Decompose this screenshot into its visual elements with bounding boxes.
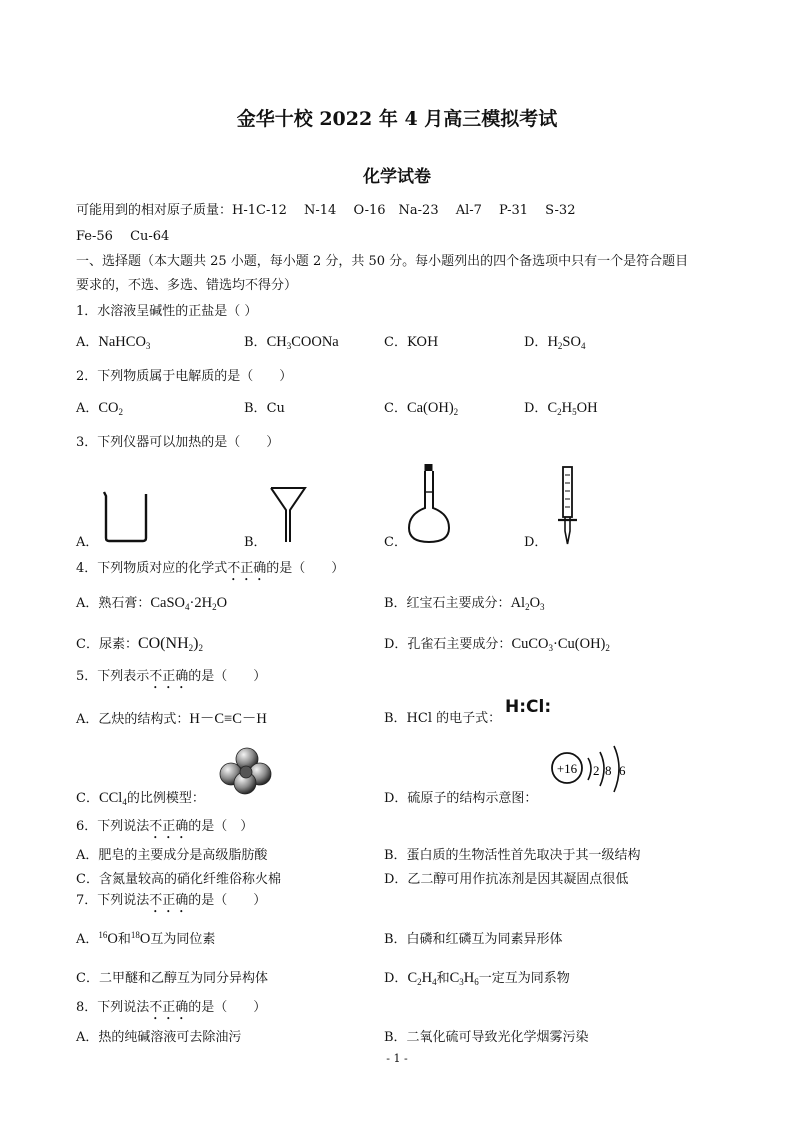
q7-option-c: C．二甲醚和乙醇互为同分异构体 [76, 971, 268, 986]
nucleus-label: +16 [556, 761, 578, 776]
q3-option-d-label: D． [524, 535, 548, 550]
q3-stem: 3．下列仪器可以加热的是（ ） [76, 435, 280, 450]
exam-subtitle: 化学试卷 [363, 167, 431, 187]
q2-stem: 2．下列物质属于电解质的是（ ） [76, 369, 293, 384]
page-number: - 1 - [386, 1052, 408, 1065]
q8-stem: 8．下列说法不正确的是（ ） [76, 1000, 267, 1015]
q6-option-c: C．含氮量较高的硝化纤维俗称火棉 [76, 872, 281, 887]
shell-3-count: 6 [619, 763, 626, 778]
q6-option-d: D．乙二醇可用作抗冻剂是因其凝固点很低 [384, 872, 629, 887]
q7-option-a: A．$^{16}$O和$^{18}$O互为同位素 [76, 930, 216, 947]
q8-option-b: B．二氧化硫可导致光化学烟雾污染 [384, 1030, 589, 1045]
q4-stem: 4．下列物质对应的化学式不正确的是（ ） [76, 561, 345, 576]
ccl4-space-filling-model-icon [218, 746, 274, 796]
q2-option-c: C．$Ca(OH)_2$ [384, 400, 459, 417]
section-header-line-1: 一、选择题（本大题共 25 小题，每小题 2 分，共 50 分。每小题列出的四个备选项中只有一个是符合题目 [76, 254, 689, 269]
q4-option-c: C．尿素：$CO(NH_2)_2$ [76, 635, 203, 653]
shell-1-count: 2 [593, 763, 600, 778]
q6-option-b: B．蛋白质的生物活性首先取决于其一级结构 [384, 848, 641, 863]
q1-option-b: B．$CH_3COONa$ [244, 334, 339, 351]
q6-stem: 6．下列说法不正确的是（ ） [76, 819, 254, 834]
q4-option-a: A．熟石膏：$CaSO_4\cdot 2H_2O$ [76, 595, 228, 612]
q1-option-d: D．$H_2SO_4$ [524, 334, 586, 351]
q7-option-b: B．白磷和红磷互为同素异形体 [384, 932, 563, 947]
q8-option-a: A．热的纯碱溶液可去除油污 [76, 1030, 242, 1045]
q7-stem: 7．下列说法不正确的是（ ） [76, 893, 267, 908]
q5-option-c: C．CCl$_4$的比例模型： [76, 790, 205, 807]
q1-stem: 1．水溶液呈碱性的正盐是（ ） [76, 304, 258, 319]
sulfur-atom-diagram-icon [548, 742, 640, 794]
beaker-icon [100, 488, 152, 544]
section-header-line-2: 要求的，不选、多选、错选均不得分） [76, 278, 298, 293]
q3-option-a-label: A． [76, 535, 99, 550]
q2-option-d: D．$C_2H_5OH$ [524, 400, 598, 417]
q5-option-d: D．硫原子的结构示意图： [384, 791, 538, 806]
q3-option-c-label: C． [384, 535, 407, 550]
funnel-icon [268, 484, 308, 544]
q1-option-c: C．KOH [384, 335, 439, 350]
q2-option-b: B．Cu [244, 401, 285, 416]
q2-option-a: A．$CO_2$ [76, 400, 124, 417]
q4-option-b: B．红宝石主要成分：$Al_2O_3$ [384, 595, 545, 612]
q6-option-a: A．肥皂的主要成分是高级脂肪酸 [76, 848, 268, 863]
shell-2-count: 8 [605, 763, 612, 778]
exam-title: 金华十校 2022 年 4 月高三模拟考试 [236, 108, 558, 130]
volumetric-flask-icon [405, 462, 455, 546]
atomic-mass-line-2: Fe-56 Cu-64 [76, 229, 170, 244]
q7-option-d: D．$C_2H_4$和$C_3H_6$一定互为同系物 [384, 970, 570, 987]
q3-option-b-label: B． [244, 535, 267, 550]
hcl-electron-formula: H:Cl: [505, 697, 552, 717]
q5-stem: 5．下列表示不正确的是（ ） [76, 669, 267, 684]
q5-option-a: A．乙炔的结构式：H－C≡C－H [76, 711, 267, 727]
q5-option-b: B．HCl 的电子式： [384, 711, 502, 726]
atomic-mass-line-1: 可能用到的相对原子质量：H-1C-12 N-14 O-16 Na-23 Al-7 P-31 S-32 [76, 203, 576, 218]
q1-option-a: A．NaHCO$_3$ [76, 334, 151, 351]
burette-icon [555, 465, 581, 547]
q4-option-d: D．孔雀石主要成分：$CuCO_3\cdot Cu(OH)_2$ [384, 636, 610, 653]
